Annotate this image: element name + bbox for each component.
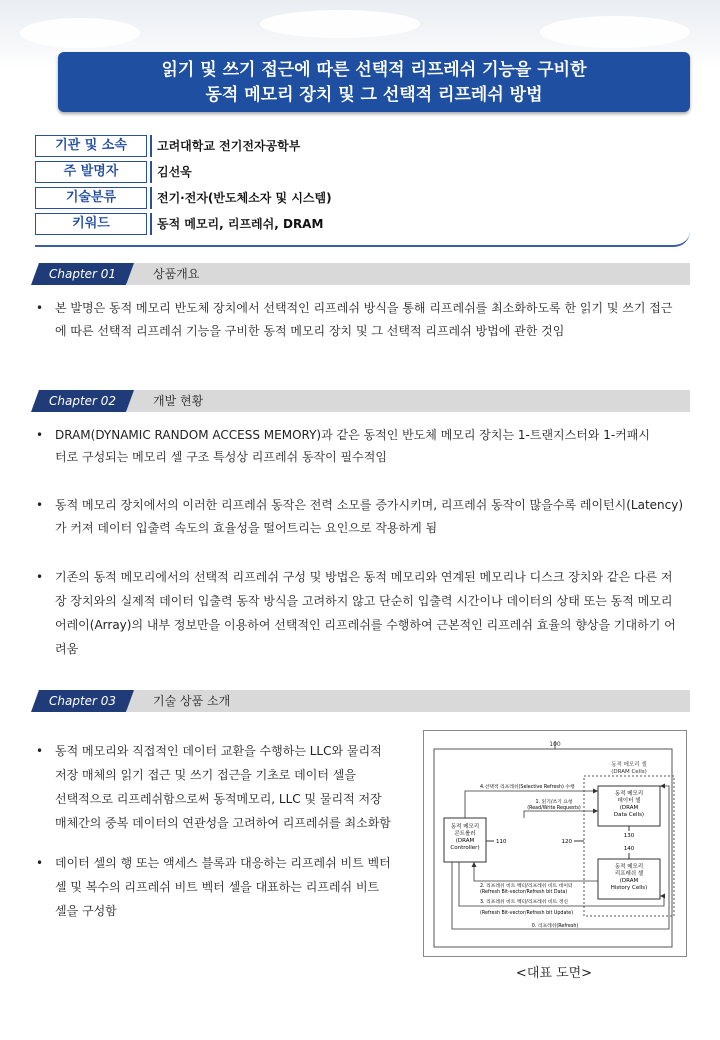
- ref-data: 130: [623, 833, 635, 839]
- intro-1-line-2: 저장 매체의 읽기 접근 및 쓰기 접근을 기초로 데이터 셀을: [55, 768, 356, 782]
- status-3-line-2: 장 장치와의 실제적 데이터 입출력 동작 방식을 고려하지 않고 단순히 입출력 시간이나 데이터의 상태 또는 동적 메모리: [55, 594, 673, 608]
- bullet-dot: •: [36, 856, 44, 870]
- info-row-classification: [35, 187, 690, 209]
- bullet-dot: •: [36, 301, 44, 315]
- dram-cells-title: 동적 메모리 셀: [611, 762, 647, 768]
- info-label: 기술분류: [35, 187, 147, 209]
- intro-2-line-1: 데이터 셀의 행 또는 액세스 블록과 대응하는 리프레쉬 비트 벡터: [55, 856, 391, 870]
- chapter-01-header: [35, 263, 690, 285]
- title-line-1: 읽기 및 쓰기 접근에 따른 선택적 리프레쉬 기능을 구비한: [161, 60, 587, 80]
- chapter-tag-label: Chapter 03: [49, 694, 117, 708]
- chapter-02-header: [35, 390, 690, 412]
- controller-l2: 콘트롤러: [454, 831, 476, 837]
- figure-diagram: [424, 731, 686, 956]
- ref-cells: 120: [561, 839, 572, 845]
- label-update: 3. 리프레쉬 비트 벡터/리프레쉬 비트 갱신: [480, 900, 568, 905]
- label-rw: 1. 읽기/쓰기 요청: [535, 800, 573, 805]
- summary-line-1: 본 발명은 동적 메모리 반도체 장치에서 선택적인 리프레쉬 방식을 통해 리프레쉬를 최소화하도록 한 읽기 및 쓰기 접근: [55, 301, 673, 315]
- history-cells-l2: 리프레쉬 셀: [614, 871, 644, 877]
- data-cells-l3: (DRAM: [619, 805, 639, 811]
- chapter-bar: [127, 263, 690, 285]
- dram-cells-title-en: (DRAM Cells): [611, 769, 647, 775]
- label-read-bits-en: (Refresh Bit-vector/Refresh bit Data): [480, 890, 568, 895]
- info-row-institution: [35, 135, 690, 157]
- status-2-line-1: 동적 메모리 장치에서의 이러한 리프레쉬 동작은 전력 소모를 증가시키며, 리프레쉬 동작이 많을수록 레이턴시(Latency): [55, 498, 684, 512]
- title-line-2: 동적 메모리 장치 및 그 선택적 리프레쉬 방법: [205, 85, 543, 105]
- status-3-line-3: 어레이(Array)의 내부 정보만을 이용하여 선택적인 리프레쉬를 수행하여 근본적인 리프레쉬 효율의 향상을 기대하기 어: [55, 618, 676, 632]
- data-cells-l2: 데이터 셀: [617, 798, 641, 804]
- intro-2-line-3: 셀을 구성함: [55, 904, 117, 918]
- label-update-en: (Refresh Bit-vector/Refresh bit Update): [480, 911, 574, 916]
- label-rw-en: (Read/Write Requests): [527, 806, 581, 811]
- chapter-title: 기술 상품 소개: [153, 694, 231, 708]
- bullet-dot: •: [36, 428, 44, 442]
- data-cells-l1: 동적 메모리: [614, 791, 644, 797]
- bullet-dot: •: [36, 744, 44, 758]
- intro-1-line-4: 매체간의 중복 데이터의 연관성을 고려하여 리프레쉬를 최소화함: [55, 816, 391, 830]
- label-selective: 4.선택적 리프레쉬(Selective Refresh) 수행: [480, 785, 575, 790]
- chapter-title: 개발 현황: [153, 394, 204, 408]
- status-3-line-4: 려움: [55, 642, 79, 656]
- chapter-tag-label: Chapter 01: [49, 267, 117, 281]
- info-value: 고려대학교 전기전자공학부: [157, 139, 301, 153]
- intro-2-line-2: 셀 및 복수의 리프레쉬 비트 벡터 셀을 대표하는 리프레쉬 비트: [55, 880, 380, 894]
- ref-history: 140: [623, 846, 635, 852]
- chapter-title: 상품개요: [153, 267, 200, 281]
- chapter-tag-label: Chapter 02: [49, 394, 117, 408]
- chapter-bar: [127, 390, 690, 412]
- status-1-line-1: DRAM(DYNAMIC RANDOM ACCESS MEMORY)과 같은 동적인 반도체 메모리 장치는 1-트랜지스터와 1-커패시: [55, 428, 650, 442]
- summary-line-2: 에 따른 선택적 리프레쉬 기능을 구비한 동적 메모리 장치 및 그 선택적 리프레쉬 방법에 관한 것임: [55, 324, 565, 338]
- page-title: [58, 52, 690, 112]
- history-cells-l3: (DRAM: [619, 878, 639, 884]
- figure-caption: <대표 도면>: [515, 966, 593, 981]
- info-row-keywords: [35, 213, 690, 235]
- ref-controller: 110: [496, 839, 507, 845]
- history-cells-l4: History Cells): [610, 885, 648, 891]
- info-label: 주 발명자: [35, 161, 147, 183]
- info-value: 김선욱: [157, 165, 192, 179]
- controller-l4: Controller): [450, 845, 480, 851]
- ref-main: 100: [549, 741, 561, 748]
- status-3-line-1: 기존의 동적 메모리에서의 선택적 리프레쉬 구성 및 방법은 동적 메모리와 연계된 메모리나 디스크 장치와 같은 다른 저: [55, 570, 673, 584]
- controller-l3: (DRAM: [455, 838, 475, 844]
- info-label: 키워드: [35, 213, 147, 235]
- divider: [150, 213, 152, 235]
- chapter-03-header: [35, 690, 690, 712]
- info-label: 기관 및 소속: [35, 135, 147, 157]
- status-1-line-2: 터로 구성되는 메모리 셀 구조 특성상 리프레쉬 동작이 필수적임: [55, 450, 387, 464]
- info-row-inventor: [35, 161, 690, 183]
- controller-l1: 동적 메모리: [450, 824, 480, 830]
- info-value: 전기·전자(반도체소자 및 시스템): [157, 191, 332, 205]
- label-refresh: 0. 리프레쉬(Refresh): [531, 924, 579, 929]
- intro-1-line-1: 동적 메모리와 직접적인 데이터 교환을 수행하는 LLC와 물리적: [55, 744, 382, 758]
- history-cells-l1: 동적 메모리: [614, 864, 644, 870]
- intro-1-line-3: 선택적으로 리프레쉬함으로써 동적메모리, LLC 및 물리적 저장: [55, 792, 382, 806]
- label-read-bits: 2. 리프레쉬 비트 벡터/리프레쉬 비트 데이터: [480, 884, 573, 889]
- bullet-dot: •: [36, 570, 44, 584]
- divider: [150, 187, 152, 209]
- status-2-line-2: 가 커져 데이터 입출력 속도의 효율성을 떨어트리는 요인으로 작용하게 됨: [55, 521, 438, 535]
- data-cells-l4: Data Cells): [613, 812, 645, 818]
- info-table: [35, 133, 690, 247]
- bullet-dot: •: [36, 498, 44, 512]
- info-value: 동적 메모리, 리프레쉬, DRAM: [157, 217, 324, 231]
- divider: [150, 161, 152, 183]
- divider: [150, 135, 152, 157]
- representative-figure: [423, 730, 687, 957]
